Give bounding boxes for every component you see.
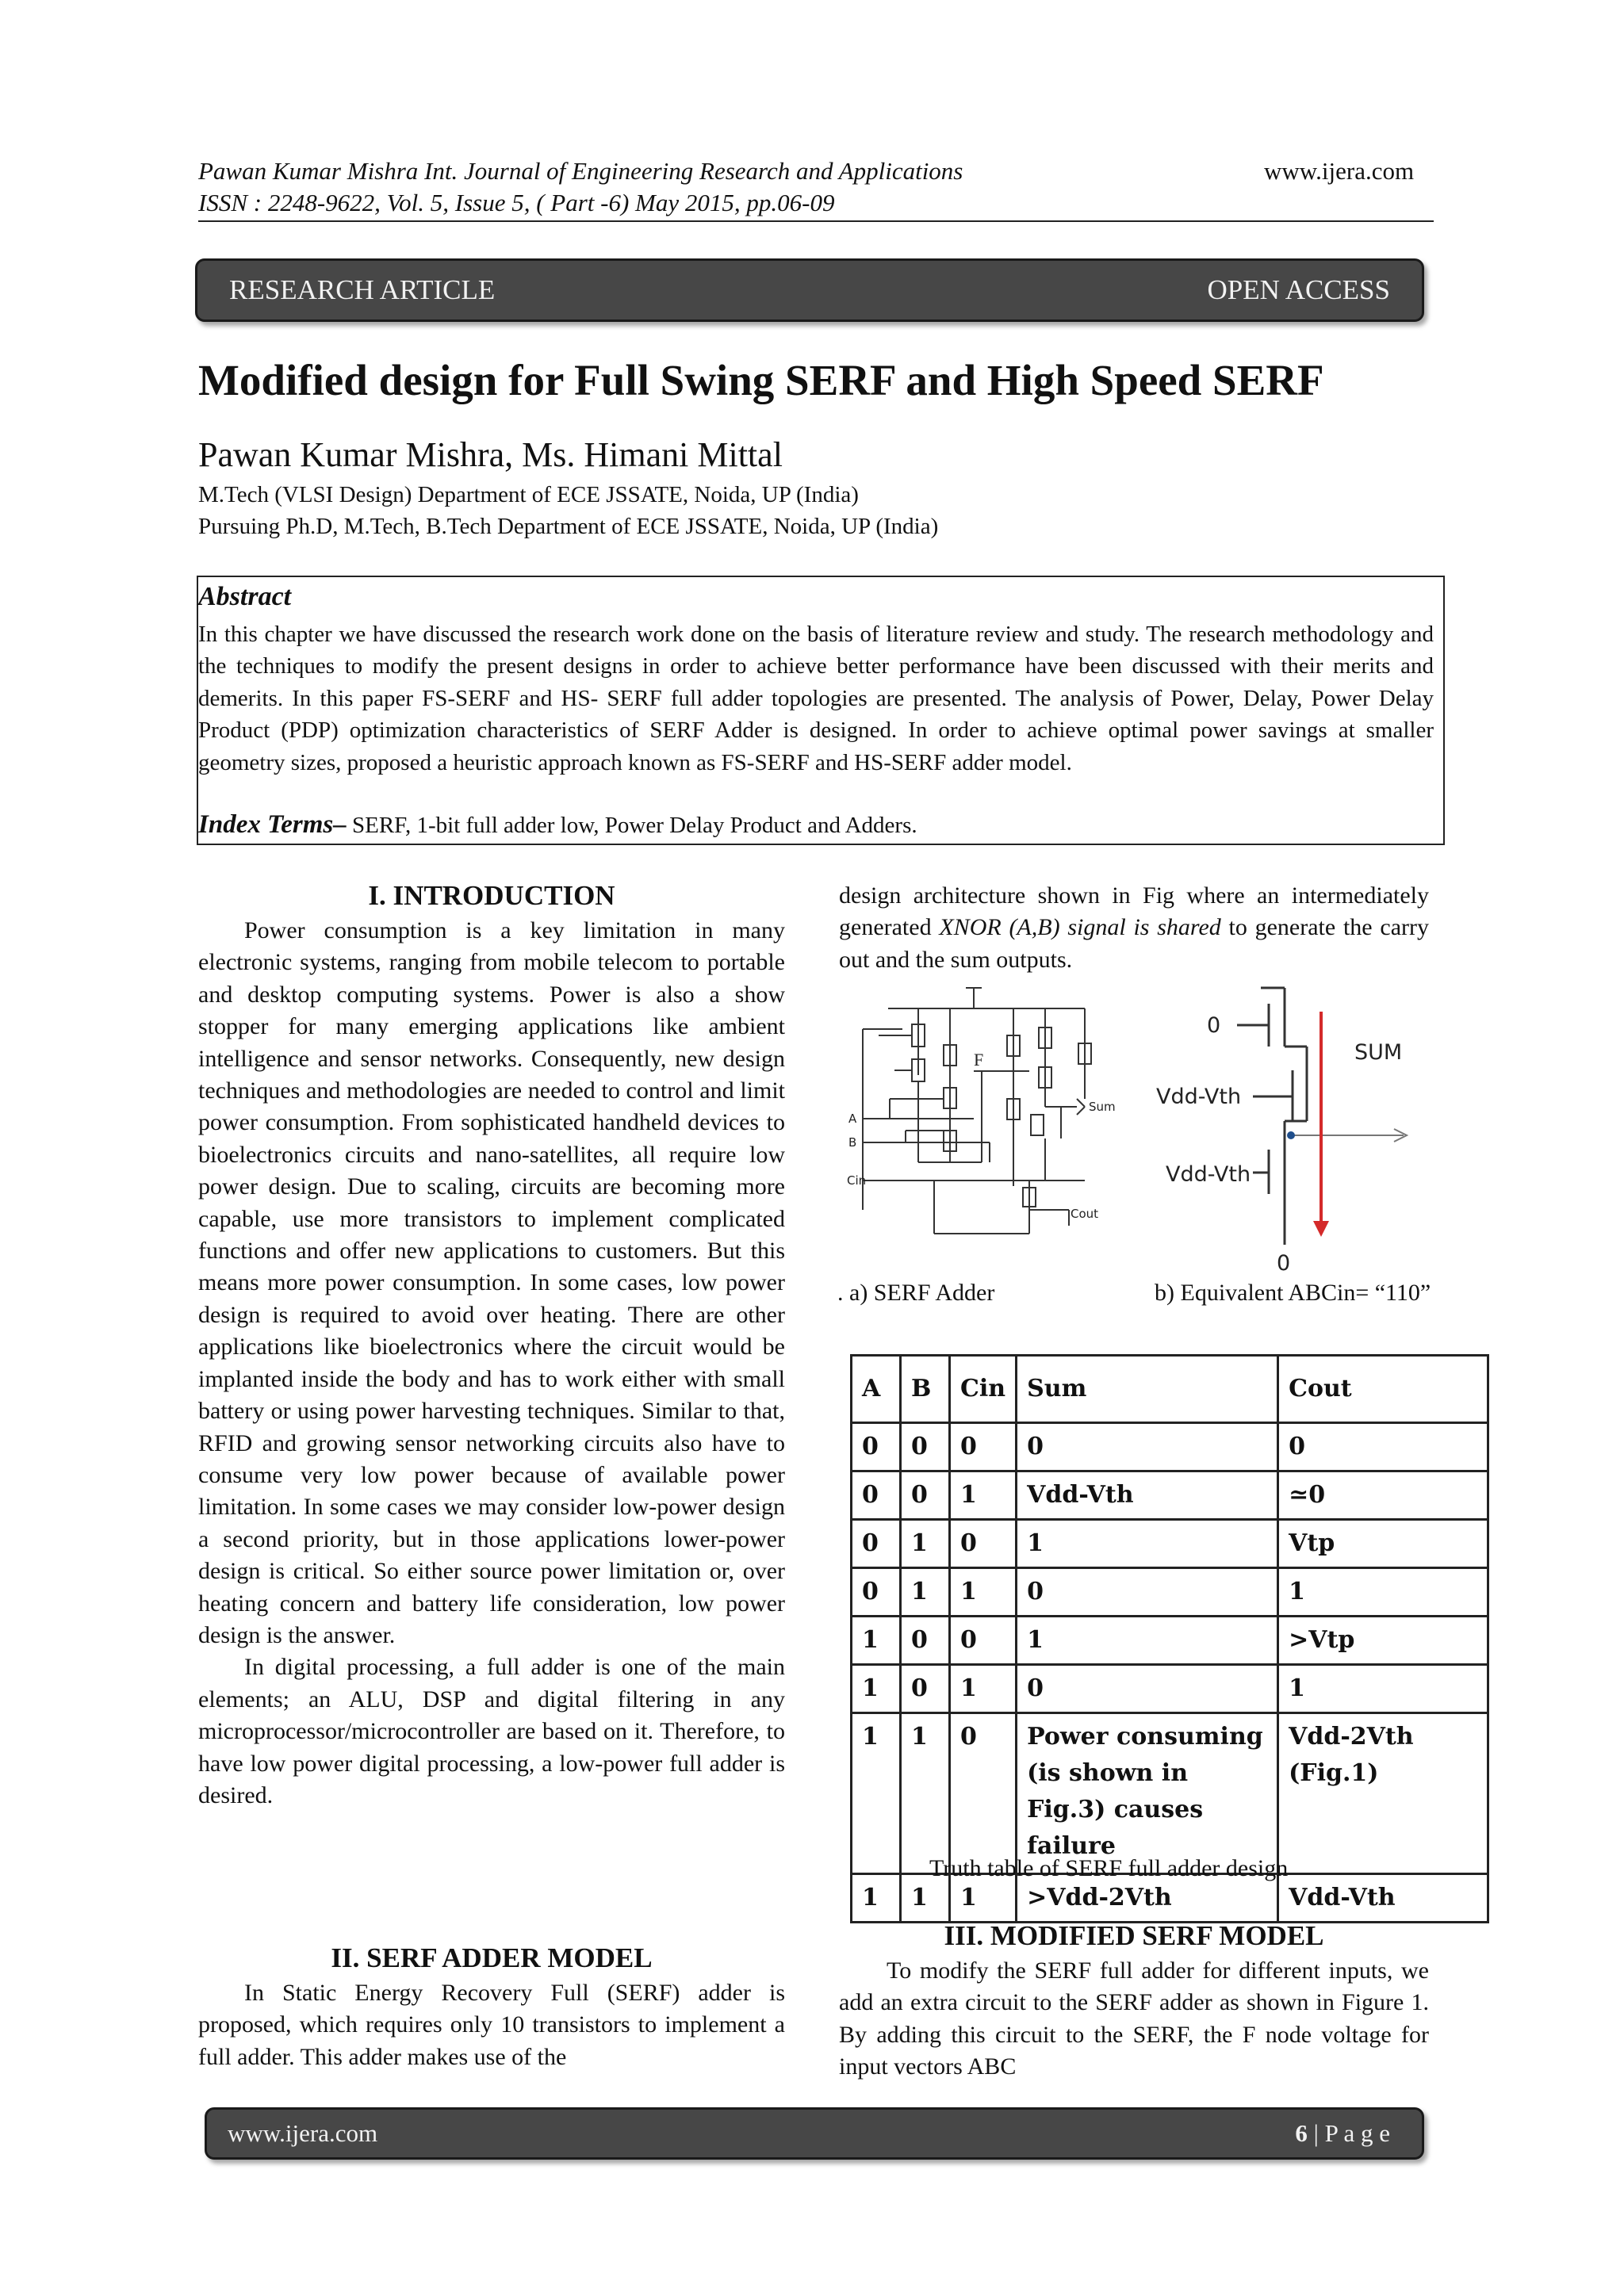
table-cell: >Vdd-2Vth — [1017, 1874, 1278, 1923]
abstract-box — [197, 576, 1445, 845]
table-cell: 1 — [852, 1713, 901, 1874]
abstract-heading: Abstract — [198, 582, 292, 611]
figure-caption-b: b) Equivalent ABCin= “110” — [1155, 1280, 1431, 1306]
col-cin-header: Cin — [950, 1356, 1017, 1423]
page-label: | P a g e — [1307, 2119, 1390, 2147]
paper-title: Modified design for Full Swing SERF and High Speed SERF — [198, 356, 1324, 404]
table-cell: 0 — [901, 1665, 950, 1713]
table-cell: 0 — [1017, 1568, 1278, 1617]
open-access-label: OPEN ACCESS — [1207, 274, 1390, 305]
index-terms-text: SERF, 1-bit full adder low, Power Delay Product and Adders. — [346, 813, 917, 838]
table-cell: 0 — [901, 1617, 950, 1665]
section-2-heading: II. SERF ADDER MODEL — [331, 1942, 653, 1973]
table-row — [852, 1471, 1488, 1520]
intro-paragraph-1: Power consumption is a key limitation in many electronic systems, ranging from mobile telecom to portable and desktop computing systems. Power is also a show stopper for many emerging applications like ambient intelligence and sensor networks. Consequently, new design techniques and methodologies are needed to control and limit power consumption. From sophisticated handheld devices to bioelectronics circuits and nano-satellites, all require low power design. Due to scaling, circuits are becoming more capable, use more transistors to implement complicated functions and offer new applications to customers. But this means more power consumption. In some cases, low power design is required to avoid over heating. There are other applications like bioelectronics where the circuit would be implanted inside the body and has to work either with small battery or using power harvesting techniques. Similar to that, RFID and growing sensor networking circuits also have to consume very low power because of available power limitation. In some cases we may consider low-power design a second priority, but in those applications lower-power design is critical. So either source power limitation or, over heating concern and battery life consideration, low power design is the answer. — [198, 917, 785, 1648]
table-cell: 1 — [852, 1665, 901, 1713]
col-b-header: B — [901, 1356, 950, 1423]
col-cout-header: Cout — [1278, 1356, 1488, 1423]
table-cell: 0 — [852, 1520, 901, 1568]
section-1-heading: I. INTRODUCTION — [368, 880, 615, 911]
table-cell: 1 — [852, 1874, 901, 1923]
table-row — [852, 1423, 1488, 1471]
top-zero-label: 0 — [1207, 1013, 1221, 1038]
sum-node-label: SUM — [1354, 1040, 1403, 1065]
table-cell: 1 — [901, 1568, 950, 1617]
section-2-body — [198, 1977, 785, 2073]
bottom-zero-label: 0 — [1277, 1251, 1291, 1276]
table-cell: 0 — [950, 1713, 1017, 1874]
table-cell: 1 — [1278, 1568, 1488, 1617]
col-a-header: A — [852, 1356, 901, 1423]
arch-text-a: design architecture shown in Fig where an intermediately generated — [839, 882, 1429, 941]
index-terms-label: Index Terms– — [198, 810, 347, 839]
table-cell: Vtp — [1278, 1520, 1488, 1568]
affiliation-1: M.Tech (VLSI Design) Department of ECE JSSATE, Noida, UP (India) — [198, 482, 859, 507]
footer-website[interactable]: www.ijera.com — [228, 2119, 378, 2147]
table-cell: Vdd-Vth — [1017, 1471, 1278, 1520]
table-cell: 1 — [1017, 1617, 1278, 1665]
authors: Pawan Kumar Mishra, Ms. Himani Mittal — [198, 435, 783, 474]
affiliation-2: Pursuing Ph.D, M.Tech, B.Tech Department of ECE JSSATE, Noida, UP (India) — [198, 514, 939, 539]
serf-paragraph-1: In Static Energy Recovery Full (SERF) adder is proposed, which requires only 10 transistors to implement a full adder. This adder makes use of the — [198, 1980, 785, 2070]
table-cell: 0 — [901, 1471, 950, 1520]
table-row — [852, 1520, 1488, 1568]
table-cell: 0 — [852, 1471, 901, 1520]
table-cell: 0 — [1278, 1423, 1488, 1471]
serf-adder-schematic — [847, 980, 1132, 1253]
cout-output-label: Cout — [1071, 1207, 1099, 1221]
arch-text-italic: XNOR (A,B) signal is shared — [939, 914, 1221, 941]
col-sum-header: Sum — [1017, 1356, 1278, 1423]
equivalent-circuit-110 — [1142, 980, 1427, 1276]
header-website[interactable]: www.ijera.com — [1264, 157, 1415, 185]
table-cell: 1 — [901, 1520, 950, 1568]
vdd-vth-label-2: Vdd-Vth — [1166, 1162, 1251, 1187]
page-number — [1295, 2119, 1390, 2148]
journal-header: Pawan Kumar Mishra Int. Journal of Engineering Research and Applications — [198, 157, 963, 185]
table-cell: 1 — [950, 1568, 1017, 1617]
index-terms — [198, 809, 917, 841]
table-cell: 1 — [950, 1874, 1017, 1923]
table-cell: Vdd-Vth — [1278, 1874, 1488, 1923]
research-article-label: RESEARCH ARTICLE — [229, 274, 496, 305]
sum-output-label: Sum — [1089, 1100, 1116, 1114]
table-cell: 1 — [950, 1471, 1017, 1520]
header-rule — [198, 220, 1434, 222]
issn-line: ISSN : 2248-9622, Vol. 5, Issue 5, ( Part -6) May 2015, pp.06-09 — [198, 189, 835, 216]
abstract-body: In this chapter we have discussed the research work done on the basis of literature review and study. The research methodology and the techniques to modify the present designs in order to achieve better performance have been discussed with their merits and demerits. In this paper FS-SERF and HS- SERF full adder topologies are presented. The analysis of Power, Delay, Power Delay Product (PDP) optimization characteristics of SERF Adder is designed. In order to achieve optimal power savings at smaller geometry sizes, proposed a heuristic approach known as FS-SERF and HS-SERF adder model. — [198, 622, 1434, 775]
truth-table — [850, 1354, 1489, 1923]
table-cell: 0 — [1017, 1665, 1278, 1713]
table-cell: 1 — [901, 1874, 950, 1923]
table-cell: 1 — [1017, 1520, 1278, 1568]
table-cell: 1 — [950, 1665, 1017, 1713]
table-cell: 1 — [901, 1713, 950, 1874]
table-cell: 0 — [852, 1568, 901, 1617]
footer-banner — [205, 2107, 1424, 2160]
truth-table-caption: Truth table of SERF full adder design — [929, 1855, 1289, 1881]
table-cell: 0 — [950, 1520, 1017, 1568]
table-row — [852, 1568, 1488, 1617]
table-cell: Power consuming (is shown in Fig.3) causes failure — [1017, 1713, 1278, 1874]
table-cell: ≃0 — [1278, 1471, 1488, 1520]
table-row — [852, 1713, 1488, 1874]
table-cell: 0 — [901, 1423, 950, 1471]
truth-table-header-row — [852, 1356, 1488, 1423]
arch-text-b: to generate the carry out and the sum outputs. — [839, 914, 1429, 973]
table-cell: 0 — [950, 1423, 1017, 1471]
section-1-body — [198, 915, 785, 1812]
input-cin-label: Cin — [847, 1173, 867, 1188]
f-node-label: F — [974, 1050, 984, 1070]
section-3-heading: III. MODIFIED SERF MODEL — [944, 1920, 1324, 1951]
table-cell: 0 — [1017, 1423, 1278, 1471]
section-3-body — [839, 1955, 1429, 2084]
input-b-label: B — [848, 1135, 857, 1150]
article-type-banner — [195, 258, 1424, 322]
table-cell: >Vtp — [1278, 1617, 1488, 1665]
design-architecture-text — [839, 880, 1429, 976]
table-cell: 1 — [1278, 1665, 1488, 1713]
table-cell: Vdd-2Vth (Fig.1) — [1278, 1713, 1488, 1874]
table-cell: 1 — [852, 1617, 901, 1665]
page-number-value: 6 — [1295, 2119, 1308, 2147]
table-cell: 0 — [950, 1617, 1017, 1665]
intro-paragraph-2: In digital processing, a full adder is one of the main elements; an ALU, DSP and digital filtering in any microprocessor/microcontroller are based on it. Therefore, to have low power digital processing, a low-power full adder is desired. — [198, 1654, 785, 1808]
modified-serf-paragraph-1: To modify the SERF full adder for different inputs, we add an extra circuit to the SERF adder as shown in Figure 1. By adding this circuit to the SERF, the F node voltage for input vectors ABC — [839, 1957, 1429, 2080]
table-row — [852, 1617, 1488, 1665]
figure-caption-a: . a) SERF Adder — [837, 1280, 995, 1306]
vdd-vth-label-1: Vdd-Vth — [1156, 1085, 1242, 1109]
table-cell: 0 — [852, 1423, 901, 1471]
input-a-label: A — [848, 1112, 857, 1126]
table-row — [852, 1665, 1488, 1713]
